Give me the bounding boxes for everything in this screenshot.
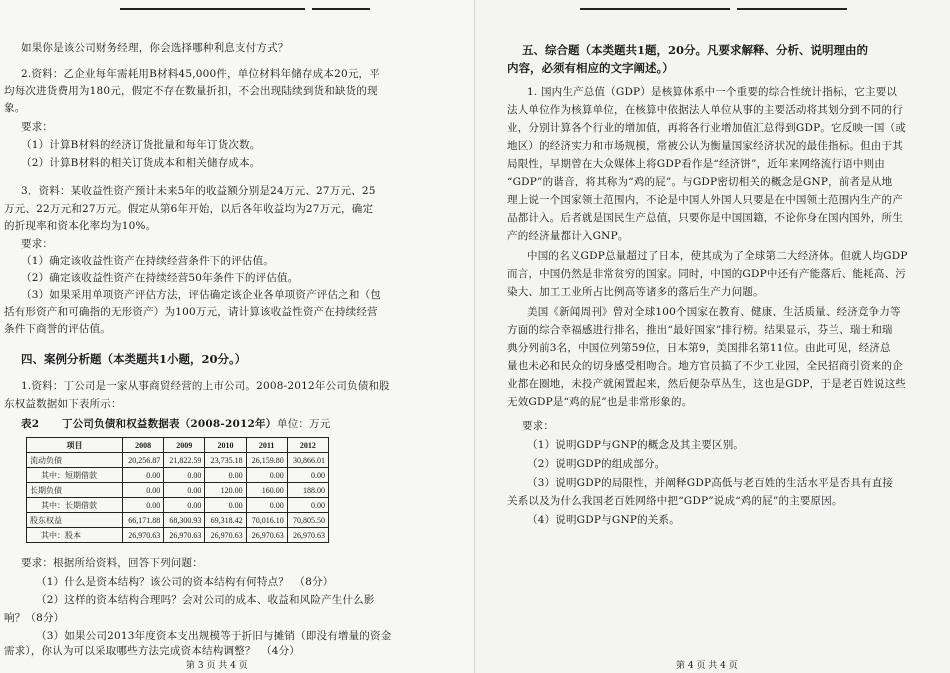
table-cell: 69,318.42	[205, 513, 246, 528]
text-line: 法人单位作为核算单位，在核算中依据法人单位从事的主要活动将其划分到不同的行	[507, 104, 903, 116]
text-line: 均每次进货费用为180元，假定不存在数量折扣，不会出现陆续到货和缺货的现	[4, 85, 378, 97]
table-cell: 其中：长期借款	[27, 498, 123, 513]
table-cell: 20,256.87	[123, 453, 164, 468]
exam-page-4	[475, 0, 950, 673]
table-cell: 流动负债	[27, 453, 123, 468]
table-unit: 单位：万元	[277, 418, 331, 430]
table-cell: 2010	[205, 438, 246, 453]
text-line: （1）计算B材料的经济订货批量和每年订货次数。	[21, 139, 261, 151]
text-line: 需求），你认为可以采取哪些方法完成资本结构调整？ （4分）	[4, 645, 300, 657]
table-cell: 120.00	[205, 483, 246, 498]
section-title: 内容，必须有相应的文字阐述。）	[507, 61, 674, 75]
text-line: 地区）的经济实力和市场规模，常被公认为衡量国家经济状况的最佳指标。但由于其	[507, 140, 903, 152]
text-line: “GDP”的谐音，将其称为“鸡的屁”。与GDP密切相关的概念是GNP，前者是从地	[507, 176, 893, 188]
text-line: 业都在圈地，未投产就闲置起来，然后便杂草丛生，这也是GDP，于是老百姓说这些	[507, 378, 906, 390]
table-cell: 26,970.63	[287, 528, 328, 543]
text-line: 象。	[4, 102, 26, 114]
table-row	[27, 528, 329, 543]
text-line: 染大、加工工业所占比例高等诸多的落后生产力问题。	[507, 286, 764, 298]
text-line: 1.资料：丁公司是一家从事商贸经营的上市公司。2008-2012年公司负债和股	[21, 380, 390, 392]
text-line: 要求：	[522, 420, 555, 432]
text-line: 要求：	[21, 121, 54, 133]
table-cell: 0.00	[246, 468, 287, 483]
table-row	[27, 453, 329, 468]
header-rule	[120, 8, 305, 10]
table-cell: 0.00	[123, 498, 164, 513]
table-cell: 其中：股本	[27, 528, 123, 543]
text-line: 条件下商誉的评估值。	[4, 323, 111, 335]
table-row	[27, 513, 329, 528]
table-cell: 0.00	[164, 468, 205, 483]
text-line: 产的经济量都计入GNP。	[507, 230, 629, 242]
text-line: （2）这样的资本结构合理吗？会对公司的成本、收益和风险产生什么影	[36, 594, 375, 606]
section-title: 四、案例分析题（本类题共1小题，20分。）	[21, 352, 247, 366]
table-header-row	[27, 438, 329, 453]
text-line: 要求：	[21, 238, 54, 250]
text-line: （2）确定该收益性资产在持续经营50年条件下的评估值。	[21, 272, 299, 284]
text-line: 关系以及为什么我国老百姓网络中把“GDP”说成“鸡的屁”的主要原因。	[507, 495, 843, 507]
table-cell: 160.00	[246, 483, 287, 498]
text-line: （2）计算B材料的相关订货成本和相关储存成本。	[21, 157, 261, 169]
table-cell: 0.00	[123, 468, 164, 483]
text-line: 括有形资产和可确指的无形资产）为100万元，请计算该收益性资产在持续经营	[4, 306, 378, 318]
text-line: （1）什么是资本结构？该公司的资本结构有何特点？ （8分）	[36, 576, 334, 588]
text-line: 美国《新闻周刊》曾对全球100个国家在教育、健康、生活质量、经济竞争力等	[527, 306, 901, 318]
page-footer: 第 4 页 共 4 页	[676, 661, 738, 671]
table-cell: 26,970.63	[205, 528, 246, 543]
table-cell: 0.00	[246, 498, 287, 513]
table-cell: 0.00	[164, 483, 205, 498]
table-cell: 26,970.63	[164, 528, 205, 543]
debt-equity-table	[26, 437, 329, 543]
text-line: （1）确定该收益性资产在持续经营条件下的评估值。	[21, 255, 274, 267]
text-line: （3）如果公司2013年度资本支出规模等于折旧与摊销（即没有增量的资金	[36, 630, 392, 642]
table-row	[27, 498, 329, 513]
table-cell: 2012	[287, 438, 328, 453]
text-line: 如果你是该公司财务经理，你会选择哪种利息支付方式？	[21, 42, 289, 54]
table-cell: 70,016.10	[246, 513, 287, 528]
text-line: 业，分别计算各个行业的增加值，再将各行业增加值汇总得到GDP。它反映一国（或	[507, 122, 906, 134]
text-line: （3）如果采用单项资产评估方法，评估确定该企业各单项资产评估之和（包	[21, 289, 381, 301]
table-cell: 长期负债	[27, 483, 123, 498]
table-cell: 30,866.01	[287, 453, 328, 468]
text-line: 而言，中国仍然是非常贫穷的国家。同时，中国的GDP中还有产能落后、能耗高、污	[507, 268, 906, 280]
text-line: 响？（8分）	[4, 612, 65, 624]
table-cell: 其中：短期借款	[27, 468, 123, 483]
table-cell: 0.00	[205, 468, 246, 483]
text-line: 量也未必和民众的切身感受相吻合。地方官员搞了不少工业园，全民招商引资来的企	[507, 360, 903, 372]
header-rule	[737, 8, 847, 10]
table-cell: 23,735.18	[205, 453, 246, 468]
table-cell: 0.00	[287, 468, 328, 483]
text-line: 东权益数据如下表所示：	[4, 398, 122, 410]
text-line: 1. 国内生产总值（GDP）是核算体系中一个重要的综合性统计指标，它主要以	[527, 86, 898, 98]
text-line: （2）说明GDP的组成部分。	[527, 458, 666, 470]
text-line: 万元、22万元和27万元。假定从第6年开始，以后各年收益均为27万元，确定	[4, 203, 374, 215]
table-cell: 68,300.93	[164, 513, 205, 528]
text-line: 理上说一个国家领土范围内，不论是中国人外国人只要是在中国领土范围内生产的产	[507, 194, 903, 206]
page-footer: 第 3 页 共 4 页	[186, 661, 248, 671]
table-title: 丁公司负债和权益数据表（2008-2012年）	[62, 418, 277, 430]
table-row	[27, 483, 329, 498]
header-rule	[580, 8, 730, 10]
table-cell: 26,970.63	[123, 528, 164, 543]
table-cell: 66,171.88	[123, 513, 164, 528]
text-line: 无效GDP是“鸡的屁”也是非常形象的。	[507, 396, 693, 408]
text-line: （3）说明GDP的局限性，并阐释GDP高低与老百姓的生活水平是否具有直接	[527, 477, 894, 489]
table-cell: 项目	[27, 438, 123, 453]
table-row	[27, 468, 329, 483]
text-line: 典分列前3名，中国位列第59位，日本第9，美国排名第11位。由此可见，经济总	[507, 342, 891, 354]
table-cell: 2009	[164, 438, 205, 453]
text-line: 局限性，早期曾在大众媒体上将GDP看作是“经济饼”，近年来网络流行语中则由	[507, 158, 886, 170]
table-cell: 70,805.50	[287, 513, 328, 528]
table-cell: 188.00	[287, 483, 328, 498]
text-line: 要求：根据所给资料，回答下列问题：	[21, 557, 203, 569]
table-cell: 26,970.63	[246, 528, 287, 543]
text-line: （4）说明GDP与GNP的关系。	[527, 514, 680, 526]
text-line: 品都计入。后者就是国民生产总值，只要你是中国国籍，不论你身在国内国外，所生	[507, 212, 903, 224]
table-cell: 0.00	[287, 498, 328, 513]
text-line: 方面的综合幸福感进行排名，推出“最好国家”排行榜。结果显示，芬兰、瑞士和瑞	[507, 324, 893, 336]
table-cell: 26,159.80	[246, 453, 287, 468]
text-line: （1）说明GDP与GNP的概念及其主要区别。	[527, 439, 745, 451]
text-line: 的折现率和资本化率均为10%。	[4, 220, 157, 232]
table-cell: 21,822.59	[164, 453, 205, 468]
header-rule	[312, 8, 370, 10]
table-cell: 0.00	[123, 483, 164, 498]
text-line: 2.资料：乙企业每年需耗用B材料45,000件，单位材料年储存成本20元，平	[21, 68, 380, 80]
table-cell: 股东权益	[27, 513, 123, 528]
section-title: 五、综合题（本类题共1题，20分。凡要求解释、分析、说明理由的	[522, 43, 869, 57]
table-cell: 0.00	[164, 498, 205, 513]
table-cell: 2011	[246, 438, 287, 453]
text-line: 3．资料：某收益性资产预计未来5年的收益额分别是24万元、27万元、25	[21, 185, 376, 197]
table-cell: 0.00	[205, 498, 246, 513]
table-cell: 2008	[123, 438, 164, 453]
text-line: 中国的名义GDP总量超过了日本，使其成为了全球第二大经济体。但就人均GDP	[527, 250, 908, 262]
table-label: 表2	[21, 418, 40, 430]
